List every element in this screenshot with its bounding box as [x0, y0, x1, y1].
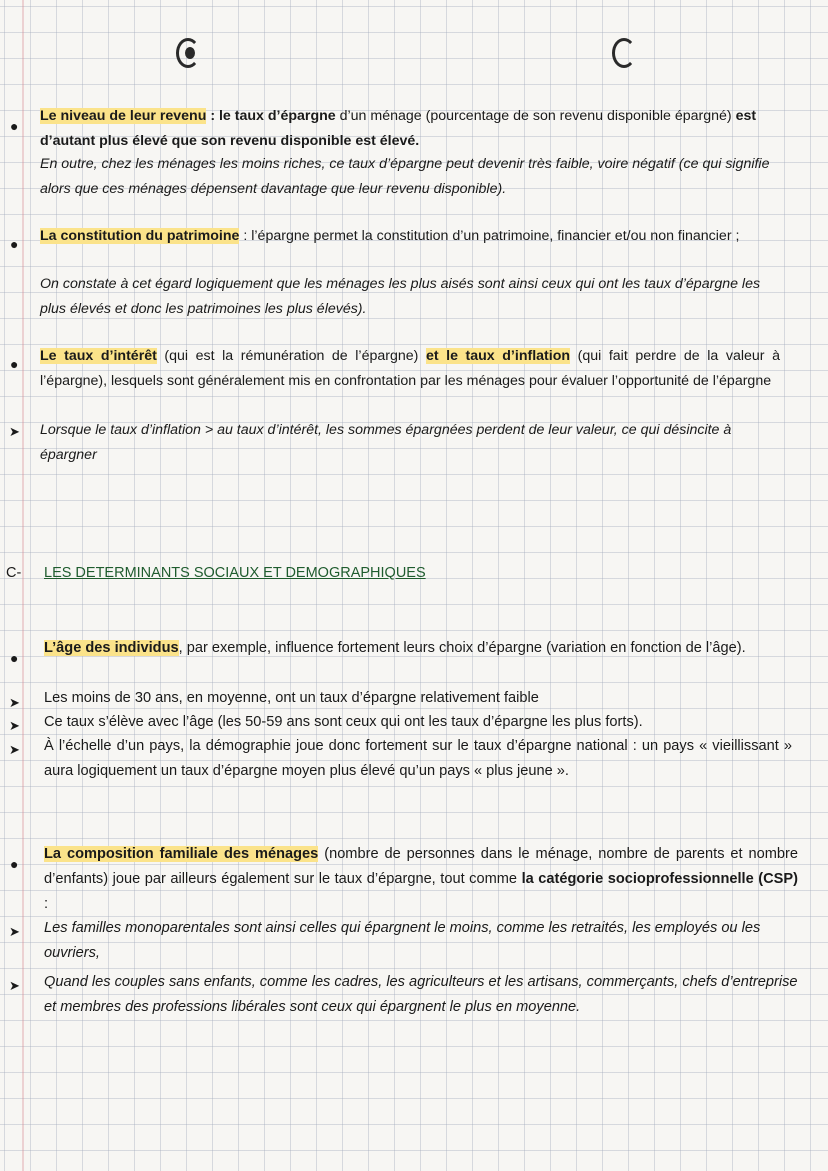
arrow-bullet-icon: ➤: [9, 424, 20, 439]
age-point-1: Les moins de 30 ans, en moyenne, ont un taux d’épargne relativement faible: [44, 690, 539, 706]
arrow-bullet-icon: ➤: [9, 718, 20, 733]
paragraph-revenu: Le niveau de leur revenu : le taux d’épargne d’un ménage (pourcentage de son revenu disponible épargné) est d’autant plus élevé que son revenu disponible est élevé.: [40, 108, 757, 149]
highlight-inflation: et le taux d’inflation: [425, 348, 571, 364]
section-letter: C-: [6, 565, 22, 581]
section-heading: LES DETERMINANTS SOCIAUX ET DEMOGRAPHIQUES: [44, 565, 426, 581]
age-point-3: À l’échelle d’un pays, la démographie joue donc fortement sur le taux d’épargne national : un pays « vieillissant » aura logiquement un taux d’épargne moyen plus élevé qu’un pays « plus jeune ».: [44, 738, 792, 779]
binder-hole-right: [612, 38, 636, 68]
paragraph-age: L’âge des individus, par exemple, influence fortement leurs choix d’épargne (variation en fonction de l’âge).: [44, 640, 746, 656]
arrow-bullet-icon: ➤: [9, 978, 20, 993]
bullet-dot: ●: [10, 118, 19, 134]
famille-point-1: Les familles monoparentales sont ainsi celles qui épargnent le moins, comme les retraités, les employés ou les ouvriers,: [44, 920, 761, 961]
arrow-bullet-icon: ➤: [9, 924, 20, 939]
highlight-famille: La composition familiale des ménages: [44, 846, 319, 862]
highlight-revenu: Le niveau de leur revenu: [40, 108, 207, 124]
arrow-bullet-icon: ➤: [9, 695, 20, 710]
binder-hole-left: [176, 38, 200, 68]
highlight-interet: Le taux d’intérêt: [40, 348, 157, 364]
highlight-patrimoine: La constitution du patrimoine: [40, 228, 240, 244]
bullet-dot: ●: [10, 650, 19, 666]
arrow-bullet-icon: ➤: [9, 742, 20, 757]
age-point-2: Ce taux s’élève avec l’âge (les 50-59 ans sont ceux qui ont les taux d’épargne les plus forts).: [44, 714, 643, 730]
italic-note-inflation: Lorsque le taux d’inflation > au taux d’intérêt, les sommes épargnées perdent de leur valeur, ce qui désincite à épargner: [40, 422, 732, 463]
bullet-dot: ●: [10, 856, 19, 872]
highlight-age: L’âge des individus: [44, 640, 179, 656]
paragraph-famille: La composition familiale des ménages (nombre de personnes dans le ménage, nombre de parents et nombre d’enfants) joue par ailleurs également sur le taux d’épargne, tout comme la catégorie socioprofessionnelle (CSP) :: [44, 846, 798, 912]
margin-line: [22, 0, 24, 1171]
bullet-dot: ●: [10, 236, 19, 252]
italic-note-patrimoine: On constate à cet égard logiquement que les ménages les plus aisés sont ainsi ceux qui ont les taux d’épargne les plus élevés et donc les patrimoines les plus élevés).: [40, 276, 761, 317]
famille-point-2: Quand les couples sans enfants, comme les cadres, les agriculteurs et les artisans, commerçants, chefs d’entreprise et membres des professions libérales sont ceux qui épargnent le plus en moyenne.: [44, 974, 798, 1015]
italic-note-revenu: En outre, chez les ménages les moins riches, ce taux d’épargne peut devenir très faible, voire négatif (ce qui signifie alors que ces ménages dépensent davantage que leur revenu disponible).: [40, 156, 770, 197]
paragraph-patrimoine: La constitution du patrimoine : l’épargne permet la constitution d’un patrimoine, financier et/ou non financier ;: [40, 228, 740, 244]
bullet-dot: ●: [10, 356, 19, 372]
paragraph-interet: Le taux d’intérêt (qui est la rémunération de l’épargne) et le taux d’inflation (qui fait perdre de la valeur à l’épargne), lesquels sont généralement mis en confrontation par les ménages pour évaluer l’opportunité de l’épargne: [40, 348, 780, 389]
